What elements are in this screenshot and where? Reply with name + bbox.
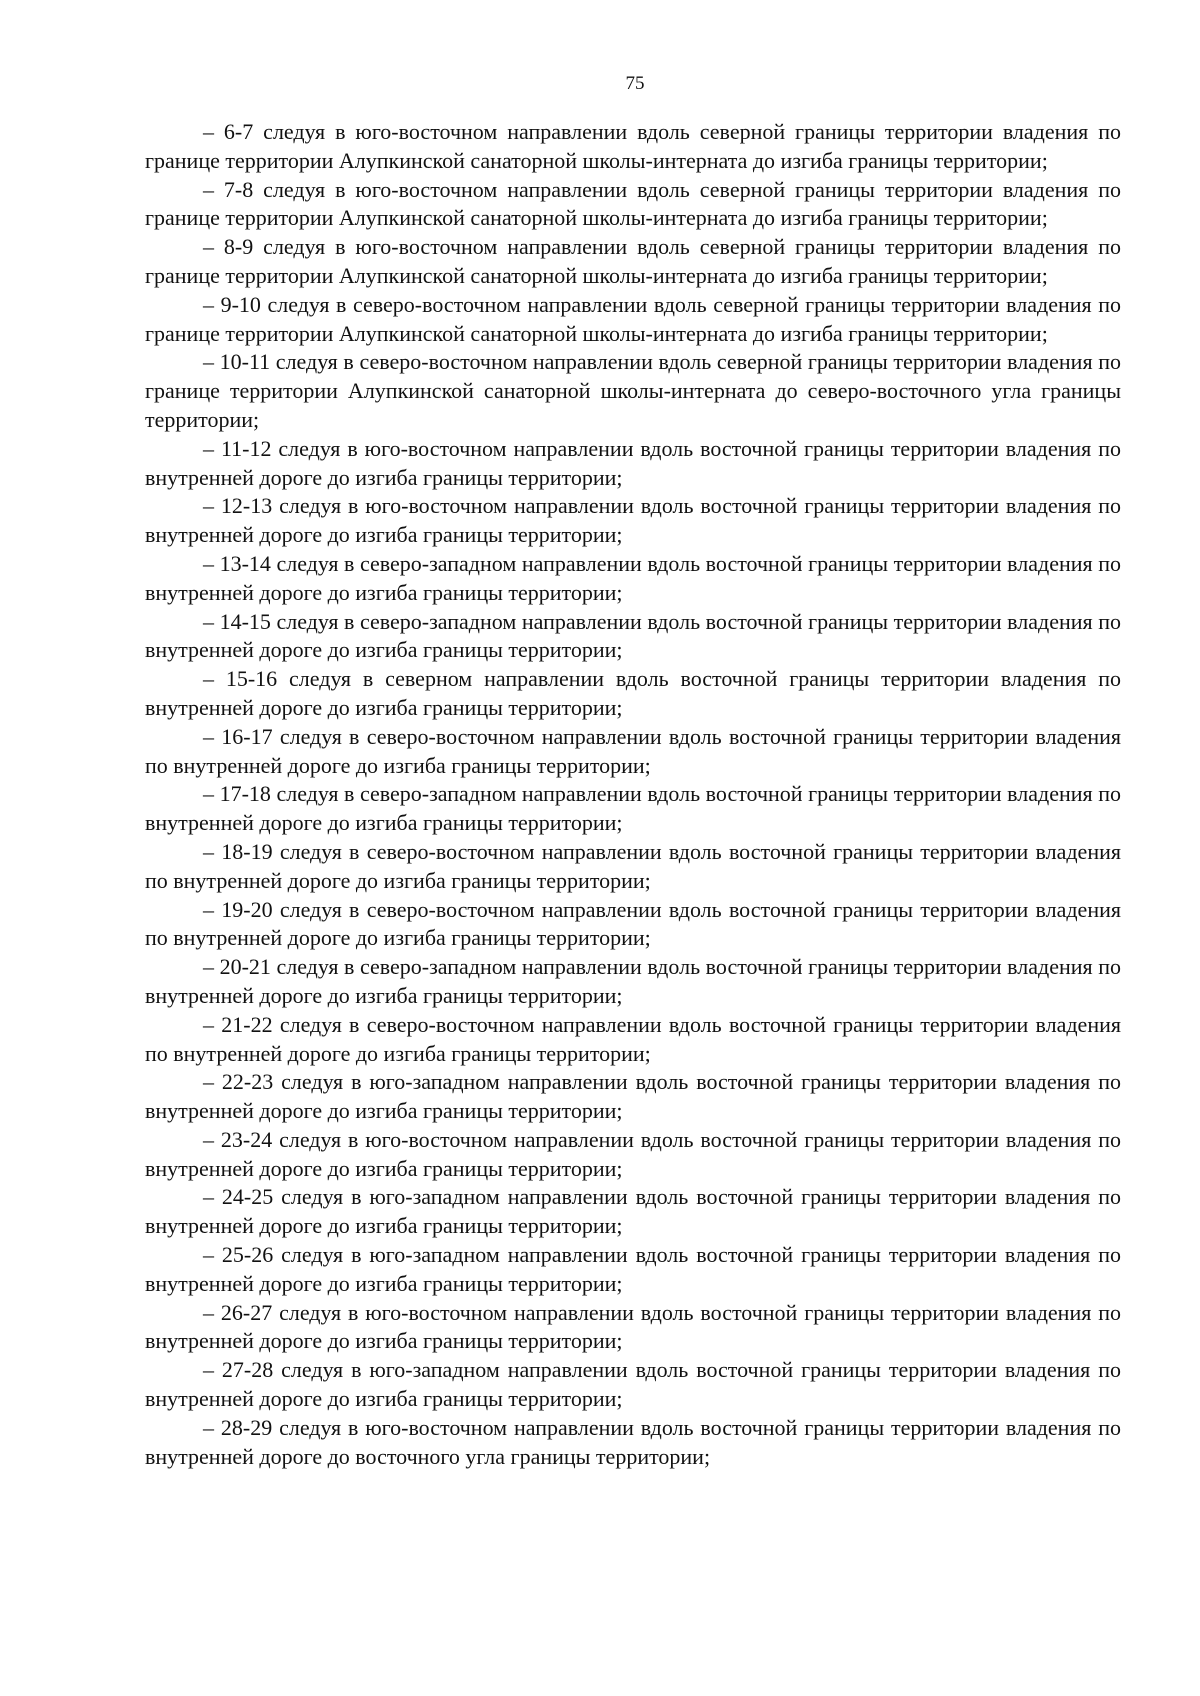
boundary-segment-paragraph: – 25-26 следуя в юго-западном направлении вдоль восточной границы территории владения по внутренней дороге до изгиба границы территории; (145, 1242, 1121, 1296)
boundary-segment-paragraph: – 17-18 следуя в северо-западном направлении вдоль восточной границы территории владения по внутренней дороге до изгиба границы территории; (145, 781, 1121, 836)
boundary-segment-paragraph: – 23-24 следуя в юго-восточном направлении вдоль восточной границы территории владения по внутренней дороге до изгиба границы территории; (145, 1126, 1121, 1181)
boundary-segment-paragraph: – 6-7 следуя в юго-восточном направлении вдоль северной границы территории владения по границе территории Алупкинской санаторной школы-интерната до изгиба границы территории; (145, 119, 1121, 173)
boundary-segment-paragraph: – 14-15 следуя в северо-западном направлении вдоль восточной границы территории владения по внутренней дороге до изгиба границы территории; (145, 608, 1121, 663)
boundary-segment-paragraph: – 21-22 следуя в северо-восточном направлении вдоль восточной границы территории владения по внутренней дороге до изгиба границы территории; (145, 1011, 1121, 1066)
boundary-segment-paragraph: – 22-23 следуя в юго-западном направлении вдоль восточной границы территории владения по внутренней дороге до изгиба границы территории; (145, 1069, 1121, 1124)
boundary-segment-paragraph: – 27-28 следуя в юго-западном направлении вдоль восточной границы территории владения по внутренней дороге до изгиба границы территории; (145, 1357, 1121, 1412)
boundary-segment-paragraph: – 20-21 следуя в северо-западном направлении вдоль восточной границы территории владения по внутренней дороге до изгиба границы территории; (145, 954, 1121, 1008)
boundary-segment-paragraph: – 19-20 следуя в северо-восточном направлении вдоль восточной границы территории владения по внутренней дороге до изгиба границы территории; (145, 896, 1121, 951)
boundary-segment-paragraph: – 28-29 следуя в юго-восточном направлении вдоль восточной границы территории владения по внутренней дороге до восточного угла границы территории; (145, 1414, 1121, 1469)
boundary-segment-paragraph: – 11-12 следуя в юго-восточном направлении вдоль восточной границы территории владения по внутренней дороге до изгиба границы территории; (145, 435, 1121, 490)
document-body (145, 118, 1121, 1471)
boundary-segment-paragraph: – 26-27 следуя в юго-восточном направлении вдоль восточной границы территории владения по внутренней дороге до изгиба границы территории; (145, 1299, 1121, 1354)
boundary-segment-paragraph: – 12-13 следуя в юго-восточном направлении вдоль восточной границы территории владения по внутренней дороге до изгиба границы территории; (145, 493, 1121, 548)
boundary-segment-paragraph: – 13-14 следуя в северо-западном направлении вдоль восточной границы территории владения по внутренней дороге до изгиба границы территории; (145, 550, 1121, 605)
boundary-segment-paragraph: – 24-25 следуя в юго-западном направлении вдоль восточной границы территории владения по внутренней дороге до изгиба границы территории; (145, 1184, 1121, 1239)
page-number: 75 (625, 73, 645, 94)
boundary-segment-paragraph: – 16-17 следуя в северо-восточном направлении вдоль восточной границы территории владения по внутренней дороге до изгиба границы территории; (145, 723, 1121, 778)
boundary-segment-paragraph: – 9-10 следуя в северо-восточном направлении вдоль северной границы территории владения по границе территории Алупкинской санаторной школы-интерната до изгиба границы территории; (145, 291, 1121, 346)
boundary-segment-paragraph: – 8-9 следуя в юго-восточном направлении вдоль северной границы территории владения по границе территории Алупкинской санаторной школы-интерната до изгиба границы территории; (145, 234, 1121, 288)
boundary-segment-paragraph: – 7-8 следуя в юго-восточном направлении вдоль северной границы территории владения по границе территории Алупкинской санаторной школы-интерната до изгиба границы территории; (145, 176, 1121, 231)
boundary-segment-paragraph: – 18-19 следуя в северо-восточном направлении вдоль восточной границы территории владения по внутренней дороге до изгиба границы территории; (145, 838, 1121, 893)
boundary-segment-paragraph: – 15-16 следуя в северном направлении вдоль восточной границы территории владения по внутренней дороге до изгиба границы территории; (145, 666, 1121, 720)
boundary-segment-paragraph: – 10-11 следуя в северо-восточном направлении вдоль северной границы территории владения по границе территории Алупкинской санаторной школы-интерната до северо-восточного угла границы территории; (145, 349, 1121, 432)
